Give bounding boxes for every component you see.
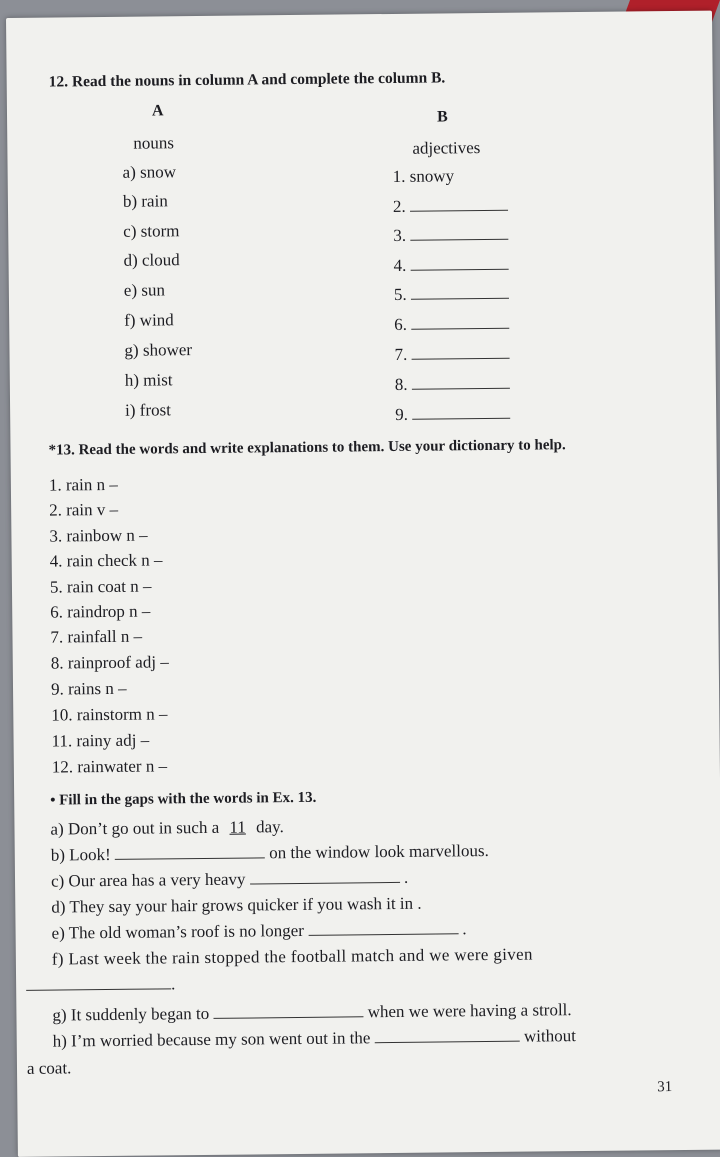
answer-blank[interactable] <box>115 843 265 860</box>
answer-blank[interactable] <box>26 974 171 991</box>
noun-item: i) frost <box>125 400 172 420</box>
answer-blank[interactable] <box>411 284 509 300</box>
textbook-page <box>6 11 720 1157</box>
column-a-subtitle: nouns <box>133 133 175 153</box>
word-item: 5. rain coat n – <box>49 576 152 597</box>
noun-item: e) sun <box>123 280 166 300</box>
noun-item: c) storm <box>123 221 180 241</box>
page-number: 31 <box>657 1079 673 1096</box>
filled-answer: 11 <box>229 817 246 837</box>
adjective-item: 8. <box>395 374 510 395</box>
word-item: 12. rainwater n – <box>51 756 168 777</box>
answer-blank[interactable] <box>308 919 458 936</box>
column-b-subtitle: adjectives <box>412 138 481 158</box>
word-item: 9. rains n – <box>50 678 127 699</box>
adjective-item: 4. <box>394 255 509 276</box>
gap-sentence-d: d) They say your hair grows quicker if you wash it in . <box>51 893 422 917</box>
answer-blank[interactable] <box>410 196 508 212</box>
adjective-item: 5. <box>394 284 509 305</box>
word-item: 3. rainbow n – <box>49 525 148 546</box>
answer-blank[interactable] <box>411 344 509 360</box>
adjective-item: 6. <box>394 314 509 335</box>
gap-sentence-g: g) It suddenly began to when we were having a stroll. <box>52 1000 572 1025</box>
fill-gaps-heading: • Fill in the gaps with the words in Ex. 13. <box>50 789 317 809</box>
gap-sentence-h-line2: a coat. <box>26 1058 72 1078</box>
answer-blank[interactable] <box>411 314 509 330</box>
noun-item: f) wind <box>124 310 174 330</box>
noun-item: b) rain <box>122 191 168 211</box>
exercise-12-heading: 12. Read the nouns in column A and complete the column B. <box>48 69 446 91</box>
exercise-13-heading: *13. Read the words and write explanations to them. Use your dictionary to help. <box>48 437 566 459</box>
gap-sentence-e: e) The old woman’s roof is no longer . <box>51 919 467 943</box>
answer-blank[interactable] <box>412 404 510 420</box>
word-item: 11. rainy adj – <box>51 730 150 751</box>
word-item: 2. rain v – <box>49 499 119 520</box>
noun-item: g) shower <box>124 340 193 360</box>
word-item: 10. rainstorm n – <box>51 704 168 725</box>
answer-blank[interactable] <box>411 255 509 271</box>
answer-blank[interactable] <box>250 868 400 885</box>
column-b-title: B <box>436 108 448 126</box>
word-item: 1. rain n – <box>48 474 118 495</box>
adjective-item: 9. <box>395 404 510 425</box>
adjective-item: 1. snowy <box>392 166 455 186</box>
gap-sentence-f-line2: . <box>26 974 175 996</box>
word-item: 8. rainproof adj – <box>50 652 169 673</box>
answer-blank[interactable] <box>410 225 508 241</box>
noun-item: d) cloud <box>123 250 180 270</box>
gap-sentence-b: b) Look! on the window look marvellous. <box>50 840 489 865</box>
noun-item: h) mist <box>124 370 173 390</box>
answer-blank[interactable] <box>213 1002 363 1019</box>
adjective-item: 7. <box>394 344 509 365</box>
adjective-item: 3. <box>393 225 508 246</box>
gap-sentence-h: h) I’m worried because my son went out in the without <box>52 1026 576 1051</box>
word-item: 7. rainfall n – <box>50 626 143 647</box>
adjective-item: 2. <box>393 196 508 217</box>
answer-blank[interactable] <box>375 1027 520 1044</box>
word-item: 4. rain check n – <box>49 550 163 571</box>
gap-sentence-a: a) Don’t go out in such a 11 day. <box>50 817 284 839</box>
gap-sentence-c: c) Our area has a very heavy . <box>50 867 409 891</box>
answer-blank[interactable] <box>412 374 510 390</box>
column-a-title: A <box>151 102 164 120</box>
word-item: 6. raindrop n – <box>50 601 151 622</box>
noun-item: a) snow <box>122 162 177 182</box>
gap-sentence-f: f) Last week the rain stopped the football match and we were given <box>51 944 533 969</box>
